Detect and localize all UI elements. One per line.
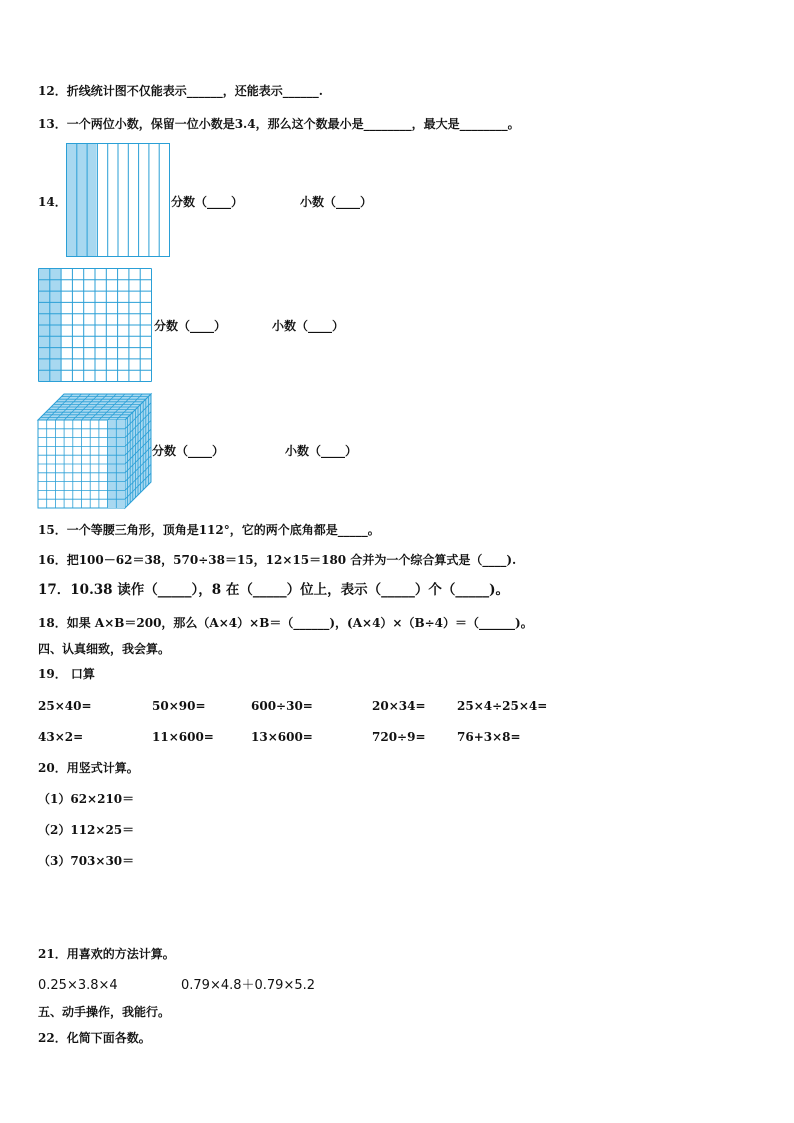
oral-calc-item: 25×4÷25×4= <box>457 699 548 713</box>
oral-calc-item: 11×600= <box>152 730 214 744</box>
fig2-decimal-blank: 小数（____） <box>272 319 345 333</box>
fig1-fraction-blank: 分数（____） <box>171 195 244 209</box>
hundredths-grid-figure <box>38 268 154 384</box>
oral-calc-item: 76+3×8= <box>457 730 521 744</box>
section-5-heading: 五、动手操作，我能行。 <box>38 1005 171 1019</box>
oral-calc-item: 13×600= <box>251 730 313 744</box>
question-12: 12．折线统计图不仅能表示______，还能表示______. <box>38 84 323 98</box>
question-21: 21．用喜欢的方法计算。 <box>38 947 175 961</box>
question-19: 19． 口算 <box>38 667 95 681</box>
oral-calc-item: 25×40= <box>38 699 92 713</box>
question-20: 20．用竖式计算。 <box>38 761 139 775</box>
fig3-fraction-blank: 分数（____） <box>152 444 225 458</box>
vertical-calc-item: （2）112×25＝ <box>38 823 135 837</box>
tenths-strip-figure <box>66 143 172 258</box>
question-18: 18．如果 A×B＝200，那么（A×4）×B＝（______)，(A×4）×（B÷4）＝（______)。 <box>38 616 533 630</box>
question-16: 16．把100－62＝38，570÷38＝15，12×15＝180 合并为一个综合算式是（____). <box>38 553 517 567</box>
q21-expression: 0.79×4.8＋0.79×5.2 <box>181 978 316 993</box>
section-4-heading: 四、认真细致，我会算。 <box>38 642 171 656</box>
fig3-decimal-blank: 小数（____） <box>285 444 358 458</box>
q21-expression: 0.25×3.8×4 <box>38 978 118 993</box>
fig2-fraction-blank: 分数（____） <box>154 319 227 333</box>
question-17: 17．10.38 读作（_____），8 在（_____）位上，表示（_____）个（_____)。 <box>38 582 509 598</box>
thousandths-cube-figure <box>36 392 154 510</box>
question-13: 13．一个两位小数，保留一位小数是3.4，那么这个数最小是________，最大是________。 <box>38 117 520 131</box>
question-14-number: 14． <box>38 195 67 209</box>
oral-calc-item: 43×2= <box>38 730 84 744</box>
question-22: 22．化简下面各数。 <box>38 1031 151 1045</box>
oral-calc-item: 720÷9= <box>372 730 426 744</box>
oral-calc-item: 50×90= <box>152 699 206 713</box>
question-15: 15．一个等腰三角形，顶角是112°，它的两个底角都是_____。 <box>38 523 380 537</box>
vertical-calc-item: （1）62×210＝ <box>38 792 135 806</box>
fig1-decimal-blank: 小数（____） <box>300 195 373 209</box>
vertical-calc-item: （3）703×30＝ <box>38 854 135 868</box>
oral-calc-item: 20×34= <box>372 699 426 713</box>
oral-calc-item: 600÷30= <box>251 699 313 713</box>
